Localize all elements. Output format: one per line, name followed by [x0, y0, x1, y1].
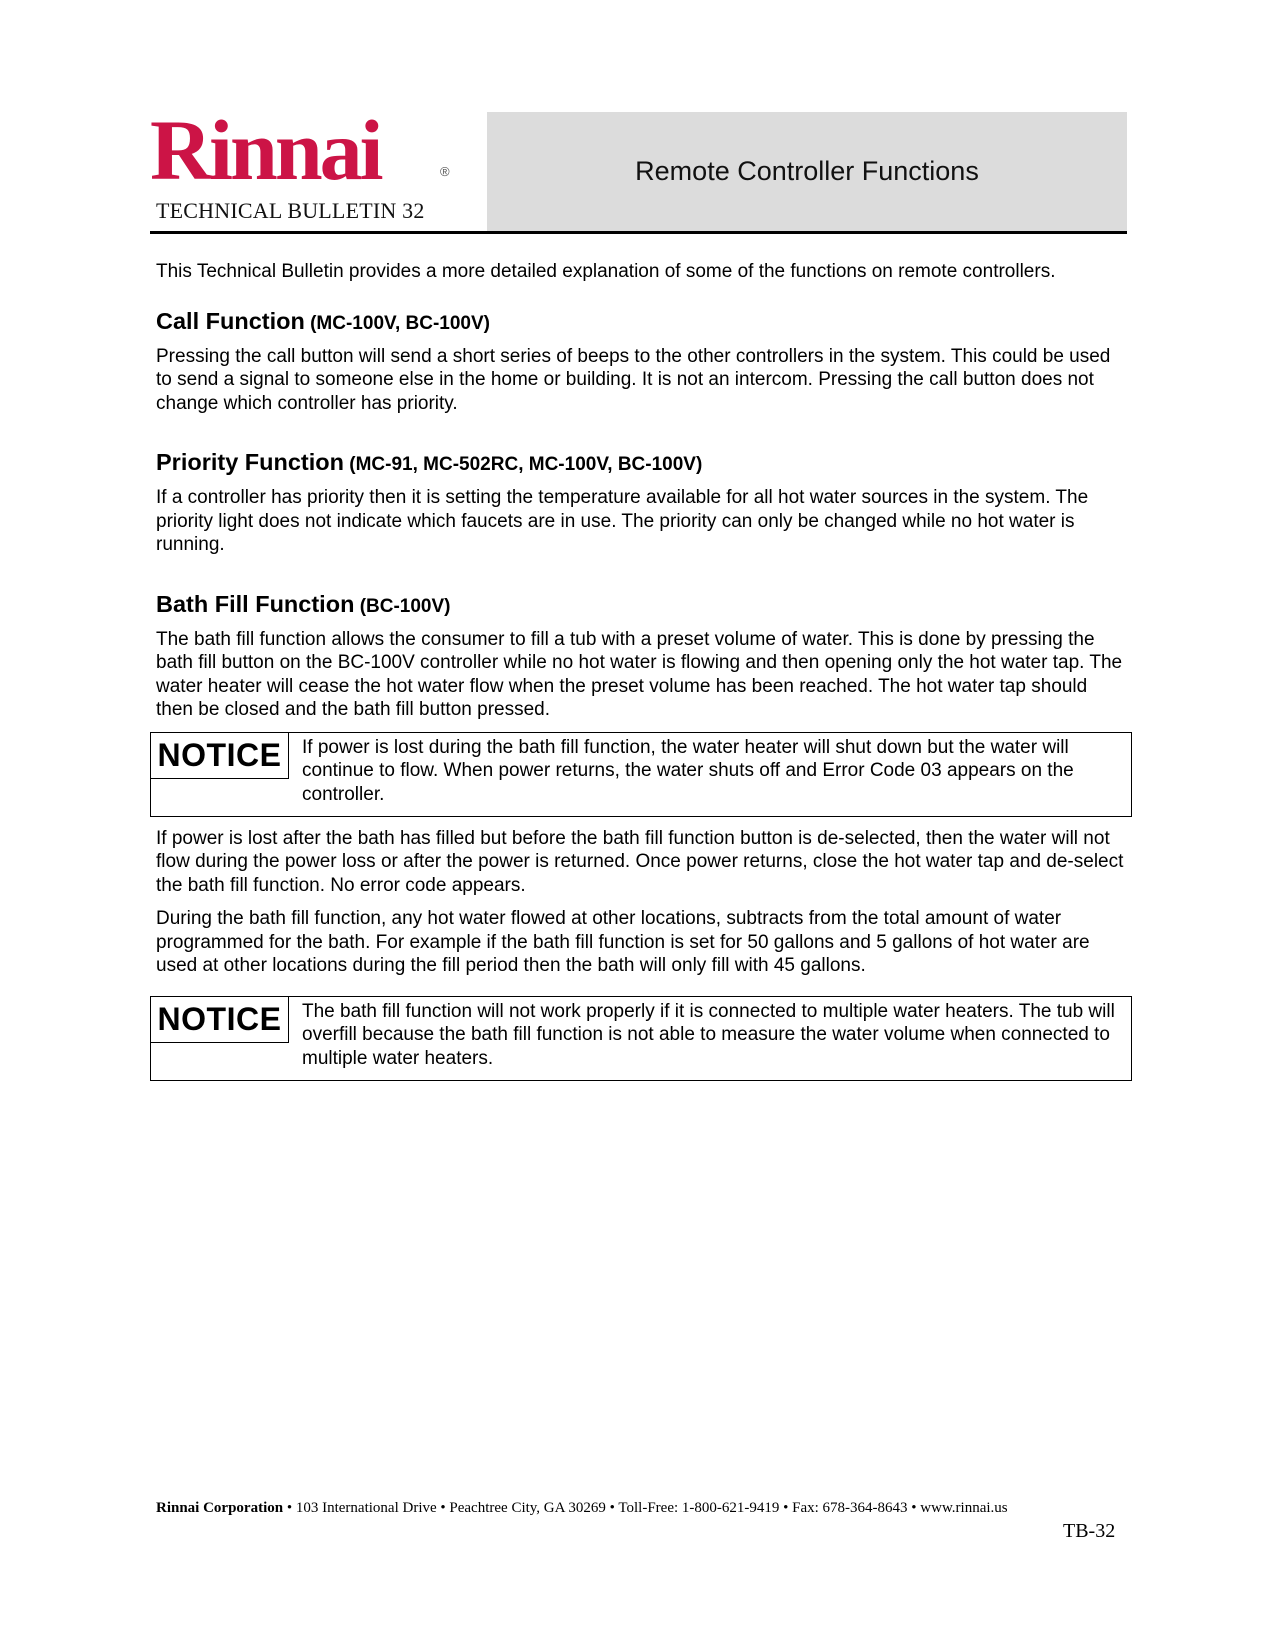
notice-label: NOTICE	[151, 997, 289, 1043]
section-models: (MC-100V, BC-100V)	[310, 312, 490, 334]
section-title: Call Function	[156, 307, 305, 334]
section-title: Priority Function	[156, 449, 344, 475]
page-title: Remote Controller Functions	[635, 156, 979, 186]
footer-contact-details: • 103 International Drive • Peachtree City, GA 30269 • Toll-Free: 1-800-621-9419 • Fax: 678-364-8643 • www.rinnai.us	[283, 1500, 1008, 1516]
document-header	[150, 102, 1127, 232]
logo-wordmark: Rinnai	[150, 102, 381, 198]
section-heading	[156, 308, 1126, 337]
notice-box	[150, 996, 1132, 1081]
notice-text: The bath fill function will not work properly if it is connected to multiple water heaters. The tub will overfill because the bath fill function is not able to measure the water volume when connected to multiple water heaters.	[302, 1000, 1115, 1069]
title-box	[487, 112, 1127, 232]
section-title: Bath Fill Function	[156, 590, 355, 617]
section-paragraph: During the bath fill function, any hot water flowed at other locations, subtracts from the total amount of water programmed for the bath. For example if the bath fill function is set for 50 gallons and 5 gallons of hot water are used at other locations during the fill period then the bath will only fill with 45 gallons.	[156, 908, 1090, 976]
footer-corporation: Rinnai Corporation	[156, 1500, 284, 1516]
bath-fill-function-section	[156, 591, 1126, 1081]
section-paragraph: Pressing the call button will send a short series of beeps to the other controllers in the system. This could be used to send a signal to someone else in the home or building. It is not an intercom. Pressing the call button does not change which controller has priority.	[156, 345, 1111, 414]
notice-text: If power is lost during the bath fill function, the water heater will shut down but the water will continue to flow. When power returns, the water shuts off and Error Code 03 appears on the controller.	[302, 736, 1074, 805]
document-code: TB-32	[1063, 1520, 1116, 1542]
section-paragraph: If power is lost after the bath has filled but before the bath fill function button is de-selected, then the water will not flow during the power loss or after the power is returned. Once power returns, close the hot water tap and de-select the bath fill function. No error code appears.	[156, 827, 1124, 896]
section-heading	[156, 591, 1126, 620]
document-body	[156, 260, 1126, 1091]
header-rule	[150, 231, 1127, 234]
section-paragraph: The bath fill function allows the consumer to fill a tub with a preset volume of water. This is done by pressing the bath fill button on the BC-100V controller while no hot water is flowing and then opening only the hot water tap. The water heater will cease the hot water flow when the preset volume has been reached. The hot water tap should then be closed and the bath fill button pressed.	[156, 628, 1123, 720]
section-heading	[156, 449, 1126, 478]
registered-mark: ®	[440, 164, 450, 179]
call-function-section	[156, 308, 1126, 416]
rinnai-logo	[150, 102, 460, 198]
priority-function-section	[156, 449, 1126, 557]
notice-box	[150, 732, 1132, 817]
bulletin-number: TECHNICAL BULLETIN 32	[156, 198, 425, 223]
section-models: (BC-100V)	[359, 595, 451, 617]
intro-paragraph: This Technical Bulletin provides a more detailed explanation of some of the functions on remote controllers.	[156, 261, 1056, 282]
page-footer	[156, 1500, 1126, 1517]
section-models: (MC-91, MC-502RC, MC-100V, BC-100V)	[349, 454, 703, 475]
notice-label: NOTICE	[151, 733, 289, 779]
section-paragraph: If a controller has priority then it is setting the temperature available for all hot water sources in the system. The priority light does not indicate which faucets are in use. The priority can only be changed while no hot water is running.	[156, 487, 1089, 555]
